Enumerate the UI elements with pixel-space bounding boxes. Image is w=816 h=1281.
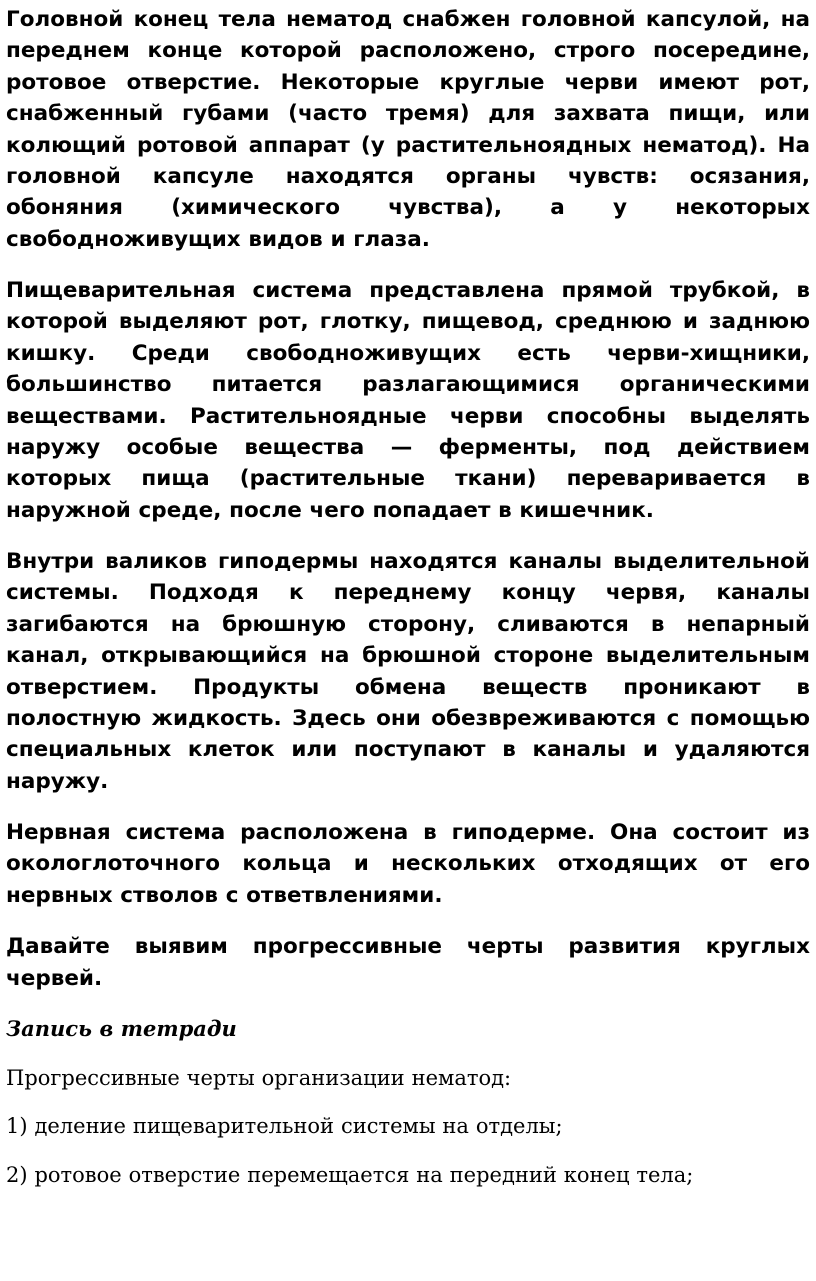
body-paragraph: Пищеварительная система представлена прямой трубкой, в которой выделяют рот, глотку, пищевод, среднюю и заднюю кишку. Среди свободноживущих есть черви-хищники, большинство питается разлагающимися органическими веществами. Растительноядные черви способны выделять наружу особые вещества — ферменты, под действием которых пища (растительные ткани) переваривается в наружной среде, после чего попадает в кишечник. <box>6 278 810 523</box>
section-heading: Запись в тетради <box>6 1015 237 1041</box>
body-paragraph: Давайте выявим прогрессивные черты развития круглых червей. <box>6 934 810 991</box>
body-paragraph: Внутри валиков гиподермы находятся каналы выделительной системы. Подходя к переднему концу червя, каналы загибаются на брюшную сторону, сливаются в непарный канал, открывающийся на брюшной стороне выделительным отверстием. Продукты обмена веществ проникают в полостную жидкость. Здесь они обезвреживаются с помощью специальных клеток или поступают в каналы и удаляются наружу. <box>6 549 810 794</box>
list-intro: Прогрессивные черты организации нематод: <box>6 1065 512 1090</box>
body-paragraph: Головной конец тела нематод снабжен головной капсулой, на переднем конце которой расположено, строго посередине, ротовое отверстие. Некоторые круглые черви имеют рот, снабженный губами (часто тремя) для захвата пищи, или колющий ротовой аппарат (у растительноядных нематод). На головной капсуле находятся органы чувств: осязания, обоняния (химического чувства), а у некоторых свободноживущих видов и глаза. <box>6 7 810 252</box>
body-paragraph: Нервная система расположена в гиподерме. Она состоит из окологлоточного кольца и нескольких отходящих от его нервных стволов с ответвлениями. <box>6 820 810 908</box>
list-item: 1) деление пищеварительной системы на отделы; <box>6 1114 563 1139</box>
list-item: 2) ротовое отверстие перемещается на передний конец тела; <box>6 1162 694 1187</box>
